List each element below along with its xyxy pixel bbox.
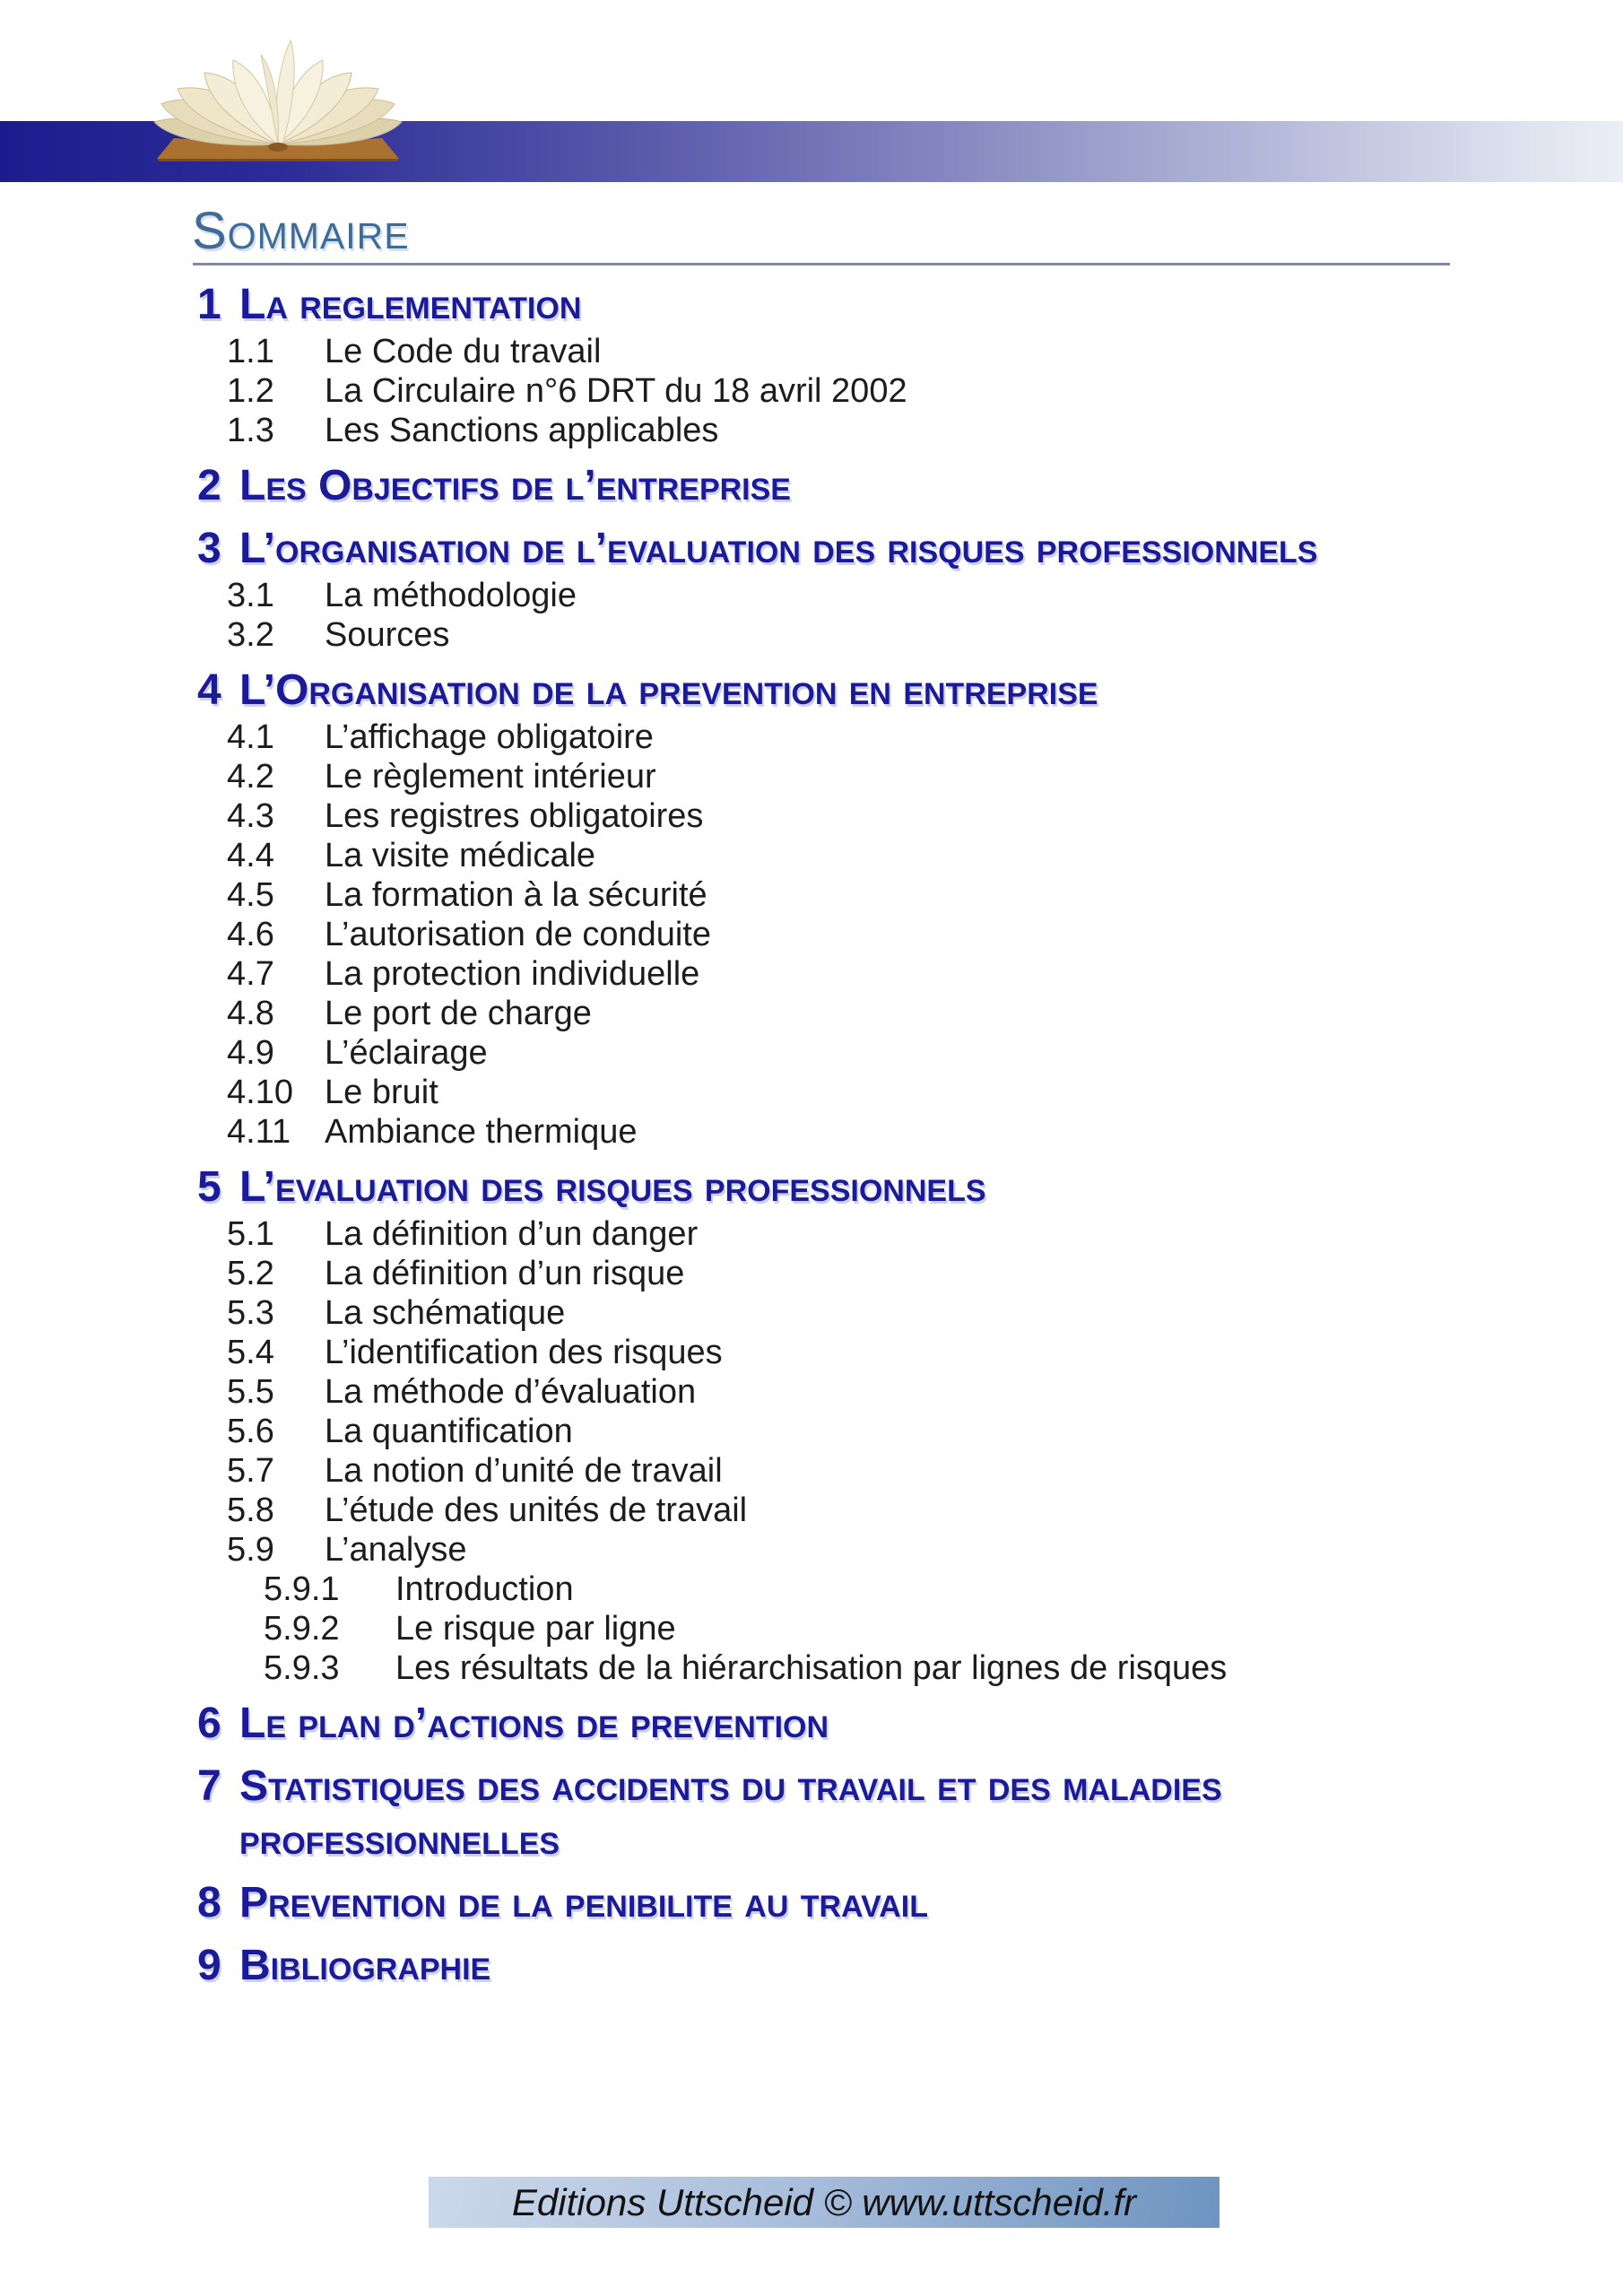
toc-item-5.5	[0, 1372, 1623, 1412]
toc-item-title: La définition d’un danger	[325, 1215, 699, 1253]
toc-section-heading-2	[0, 459, 1623, 513]
toc-item-5.9	[0, 1530, 1623, 1570]
toc-item-4.6	[0, 915, 1623, 954]
toc-item-number: 1.2	[227, 372, 274, 410]
toc-section-heading-3	[0, 522, 1623, 576]
toc-item-number: 5.1	[227, 1215, 274, 1253]
toc-item-4.10	[0, 1073, 1623, 1112]
toc-item-5.1	[0, 1214, 1623, 1254]
toc-section-title: L’organisation de l’evaluation des risques professionnels	[239, 525, 1318, 572]
toc-item-title: La formation à la sécurité	[325, 876, 707, 914]
toc-item-4.3	[0, 796, 1623, 836]
toc-item-number: 4.11	[227, 1113, 291, 1151]
toc-item-title: Les registres obligatoires	[325, 797, 704, 835]
toc-item-number: 5.9	[227, 1531, 274, 1569]
toc-section-heading-9	[0, 1939, 1623, 1993]
toc-section-title: Le plan d’actions de prevention	[239, 1700, 829, 1747]
footer-band	[429, 2177, 1219, 2228]
toc-item-number: 3.1	[227, 577, 274, 614]
toc-item-title: Le Code du travail	[325, 333, 602, 370]
toc-item-title: La schématique	[325, 1294, 566, 1332]
toc-item-number: 4.2	[227, 758, 274, 796]
toc-item-5.7	[0, 1451, 1623, 1491]
toc-item-title: La Circulaire n°6 DRT du 18 avril 2002	[325, 372, 907, 410]
toc-section-heading-1	[0, 278, 1623, 332]
toc-item-title: L’autorisation de conduite	[325, 916, 711, 953]
toc-section-title: Prevention de la penibilite au travail	[239, 1879, 929, 1926]
toc-section-title: L’Organisation de la prevention en entreprise	[239, 666, 1098, 714]
toc-section-number: 1	[197, 281, 221, 328]
toc-item-4.8	[0, 994, 1623, 1033]
toc-section-title: Bibliographie	[239, 1942, 491, 1989]
toc-item-title: Le bruit	[325, 1074, 438, 1111]
toc-item-number: 5.6	[227, 1413, 274, 1450]
toc-item-title: L’éclairage	[325, 1034, 488, 1072]
toc-item-number: 5.4	[227, 1334, 274, 1371]
toc-item-title: La méthode d’évaluation	[325, 1373, 697, 1411]
toc-item-5.8	[0, 1491, 1623, 1530]
toc-item-number: 4.4	[227, 837, 274, 874]
toc-item-number: 4.10	[227, 1074, 293, 1111]
toc-item-title: L’affichage obligatoire	[325, 718, 654, 756]
toc-section-heading-5	[0, 1161, 1623, 1214]
toc-item-number: 4.6	[227, 916, 274, 953]
toc-item-3.2	[0, 615, 1623, 655]
toc-item-number: 1.1	[227, 333, 274, 370]
toc-item-title: Sources	[325, 616, 450, 654]
toc-item-number: 5.5	[227, 1373, 274, 1411]
toc-section-title: Statistiques des accidents du travail et des maladies professionnelles	[239, 1762, 1222, 1864]
toc-item-number: 4.5	[227, 876, 274, 914]
toc-item-number: 5.3	[227, 1294, 274, 1332]
toc-item-title: Le port de charge	[325, 995, 592, 1032]
toc-item-number: 5.9.1	[264, 1570, 340, 1608]
toc-item-title: Ambiance thermique	[325, 1113, 638, 1151]
toc-section-number: 4	[197, 666, 221, 714]
toc-item-4.1	[0, 718, 1623, 757]
toc-section-heading-8	[0, 1876, 1623, 1930]
toc-item-title: Les Sanctions applicables	[325, 412, 719, 449]
toc-item-number: 4.1	[227, 718, 274, 756]
toc-item-number: 4.8	[227, 995, 274, 1032]
toc-section-number: 2	[197, 462, 221, 509]
toc-item-title: La protection individuelle	[325, 955, 700, 993]
toc-section-title: La reglementation	[239, 281, 582, 328]
toc-section-number: 8	[197, 1879, 221, 1926]
toc-item-title: La définition d’un risque	[325, 1255, 685, 1292]
toc-item-number: 3.2	[227, 616, 274, 654]
toc-item-4.5	[0, 875, 1623, 915]
open-book-icon	[143, 34, 412, 170]
toc-section-title: L’evaluation des risques professionnels	[239, 1163, 986, 1211]
toc-item-5.6	[0, 1412, 1623, 1451]
toc-item-number: 5.9.3	[264, 1649, 340, 1687]
toc-item-number: 4.7	[227, 955, 274, 993]
toc-item-4.7	[0, 954, 1623, 994]
toc-item-title: L’analyse	[325, 1531, 467, 1569]
toc-section-number: 5	[197, 1163, 221, 1211]
toc-item-number: 5.7	[227, 1452, 274, 1490]
toc-item-title: Les résultats de la hiérarchisation par lignes de risques	[395, 1649, 1228, 1687]
toc-section-number: 7	[197, 1762, 221, 1810]
toc-item-1.3	[0, 411, 1623, 450]
toc-item-1.2	[0, 371, 1623, 411]
toc-item-4.11	[0, 1112, 1623, 1152]
toc-item-4.4	[0, 836, 1623, 875]
toc-item-4.9	[0, 1033, 1623, 1073]
toc-item-title: La notion d’unité de travail	[325, 1452, 723, 1490]
toc-item-title: L’identification des risques	[325, 1334, 723, 1371]
toc-item-number: 4.3	[227, 797, 274, 835]
toc-item-title: La méthodologie	[325, 577, 577, 614]
toc-item-title: La visite médicale	[325, 837, 596, 874]
toc-item-3.1	[0, 576, 1623, 615]
toc-section-heading-4	[0, 664, 1623, 718]
toc-section-heading-6	[0, 1697, 1623, 1751]
toc-section-number: 6	[197, 1700, 221, 1747]
toc	[0, 269, 1623, 1993]
toc-item-title: La quantification	[325, 1413, 573, 1450]
page-title: Sommaire	[192, 202, 410, 260]
toc-section-number: 3	[197, 525, 221, 572]
toc-section-heading-7	[0, 1760, 1623, 1867]
toc-item-title: Introduction	[395, 1570, 574, 1608]
footer-text: Editions Uttscheid © www.uttscheid.fr	[511, 2180, 1137, 2223]
toc-section-number: 9	[197, 1942, 221, 1989]
toc-item-5.2	[0, 1254, 1623, 1293]
toc-section-title: Les Objectifs de l’entreprise	[239, 462, 791, 509]
toc-item-5.9.3	[0, 1648, 1623, 1688]
toc-item-5.9.1	[0, 1570, 1623, 1609]
toc-item-5.9.2	[0, 1609, 1623, 1648]
toc-item-title: L’étude des unités de travail	[325, 1492, 748, 1529]
toc-item-number: 5.9.2	[264, 1610, 340, 1648]
toc-item-number: 4.9	[227, 1034, 274, 1072]
toc-item-number: 1.3	[227, 412, 274, 449]
toc-item-4.2	[0, 757, 1623, 796]
toc-item-title: Le règlement intérieur	[325, 758, 656, 796]
toc-item-number: 5.2	[227, 1255, 274, 1292]
toc-item-number: 5.8	[227, 1492, 274, 1529]
toc-item-title: Le risque par ligne	[395, 1610, 676, 1648]
toc-item-5.4	[0, 1333, 1623, 1372]
title-rule	[193, 263, 1450, 265]
toc-item-1.1	[0, 332, 1623, 371]
toc-item-5.3	[0, 1293, 1623, 1333]
